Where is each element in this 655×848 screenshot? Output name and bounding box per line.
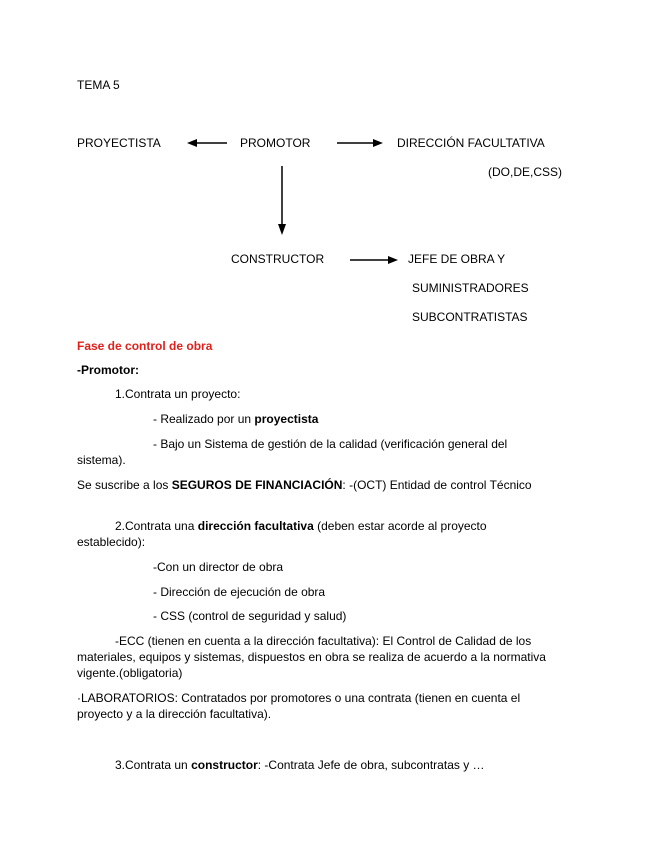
item-1: 1.Contrata un proyecto: [115,387,241,401]
document-heading: TEMA 5 [77,78,120,92]
item-2-a: -Con un director de obra [153,560,284,574]
promotor-label: -Promotor: [77,363,139,377]
node-proyectista: PROYECTISTA [77,136,161,150]
node-constructor: CONSTRUCTOR [231,252,325,266]
seguros-paragraph: Se suscribe a los SEGUROS DE FINANCIACIÓN: -(OCT) Entidad de control Técnico [77,478,532,492]
node-promotor: PROMOTOR [240,136,311,150]
section-title: Fase de control de obra [77,339,213,353]
arrow-right-icon [337,138,383,148]
item-1-a: - Realizado por un proyectista [153,412,319,426]
node-subcontratistas: SUBCONTRATISTAS [412,310,528,324]
ecc-paragraph: -ECC (tienen en cuenta a la dirección facultativa): El Control de Calidad de los materiales, equipos y sistemas, dispuestos en obra se realiza de acuerdo a la normativa vigente.(obligatoria) [77,634,546,680]
item-1-b: - Bajo un Sistema de gestión de la calidad (verificación general del sistema). [77,437,508,467]
arrow-right-icon [350,255,398,265]
node-jefe-de-obra: JEFE DE OBRA Y [408,252,506,266]
arrow-left-icon [187,138,227,148]
item-2: 2.Contrata una dirección facultativa (deben estar acorde al proyecto establecido): [77,519,487,549]
laboratorios-paragraph: ·LABORATORIOS: Contratados por promotores o una contrata (tienen en cuenta el proyecto y a la dirección facultativa). [77,691,521,721]
node-direccion-facultativa: DIRECCIÓN FACULTATIVA [397,136,545,150]
item-2-b: - Dirección de ejecución de obra [153,585,326,599]
node-suministradores: SUMINISTRADORES [412,281,529,295]
item-3: 3.Contrata un constructor: -Contrata Jefe de obra, subcontratas y … [115,758,485,772]
item-2-c: - CSS (control de seguridad y salud) [153,609,347,623]
arrow-down-icon [276,166,288,236]
node-direccion-sub: (DO,DE,CSS) [488,165,563,179]
